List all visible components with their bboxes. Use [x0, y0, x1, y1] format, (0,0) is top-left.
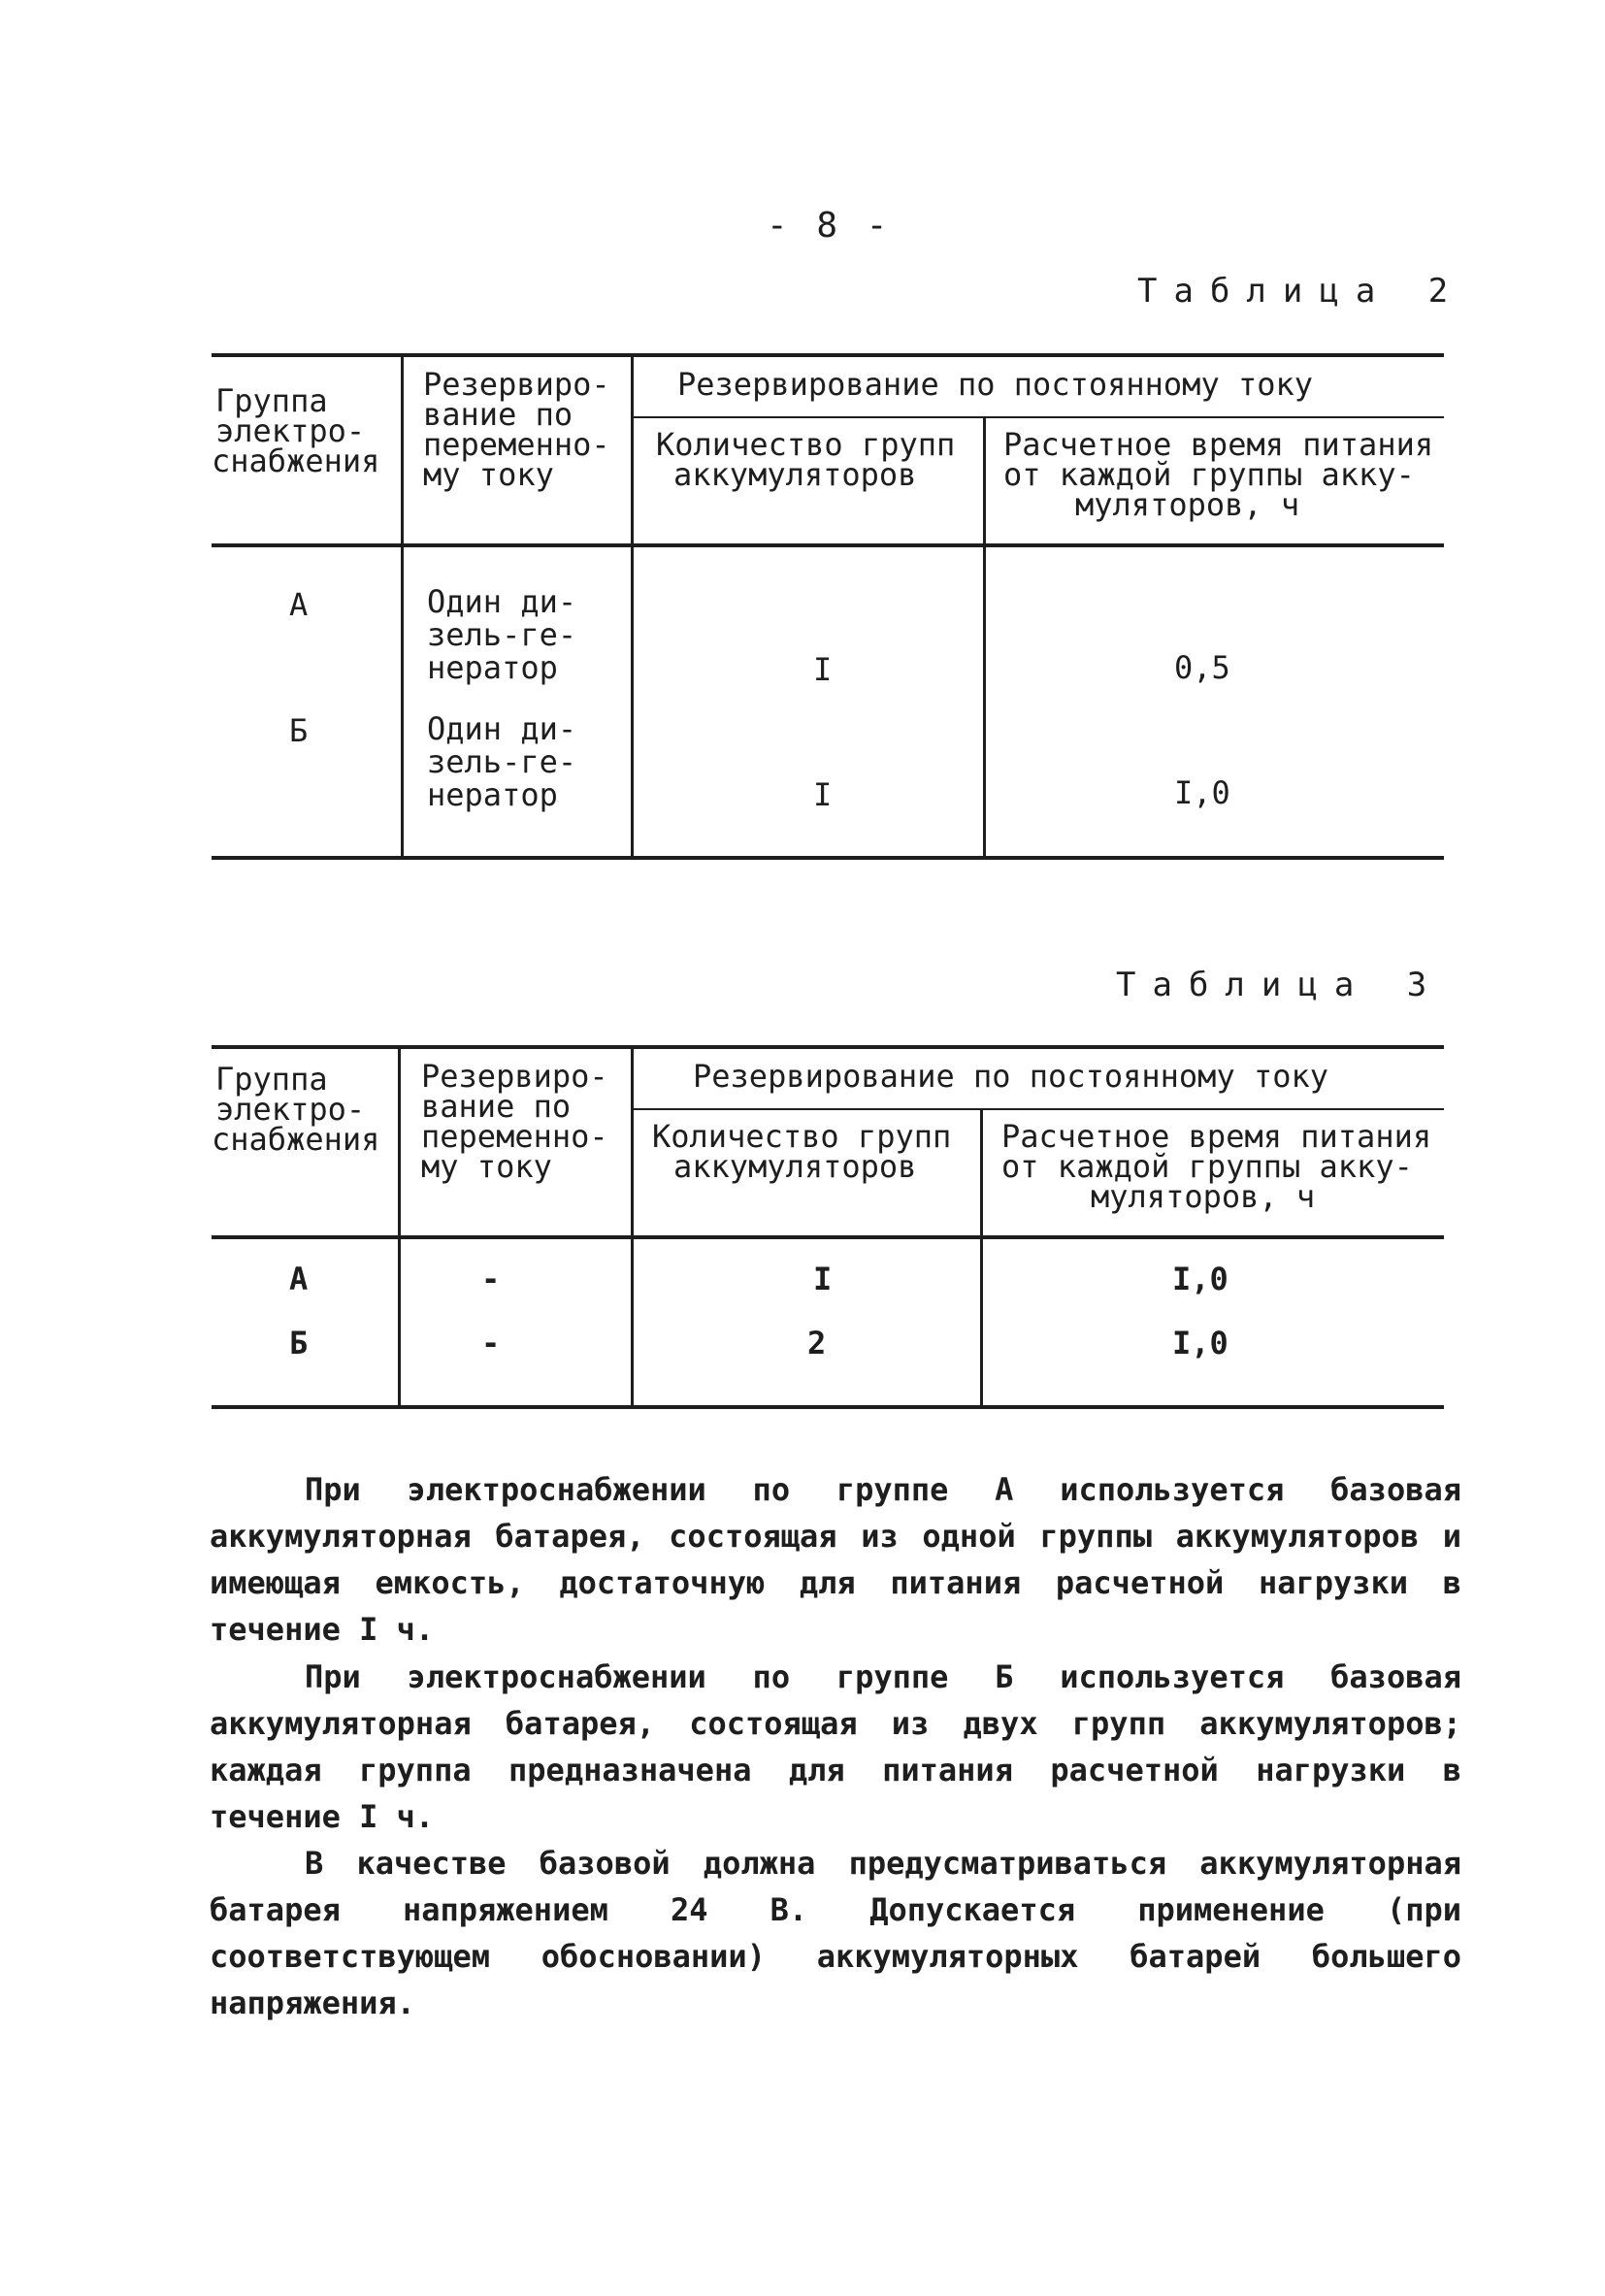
column-divider — [631, 355, 634, 858]
header-dc-reserve: Резервирование по постоянному току — [677, 366, 1314, 403]
table-top-rule — [212, 1045, 1444, 1049]
column-divider — [980, 1109, 983, 1407]
table-bottom-rule — [212, 1405, 1444, 1409]
column-divider — [398, 1047, 401, 1407]
header-bottom-rule — [212, 543, 1444, 547]
table-bottom-rule — [212, 856, 1444, 860]
table-title: Таблица 2 — [1137, 272, 1465, 311]
paragraph: При электроснабжении по группе А используется базовая аккумуляторная батарея, состоящая из одной группы аккумуляторов и имеющая емкость, достаточную для питания расчетной нагрузки в течение I ч. — [210, 1471, 1461, 1648]
paragraph: В качестве базовой должна предусматриваться аккумуляторная батарея напряжением 24 В. Допускается применение (при соответствующем обосновании) аккумуляторных батарей большего напряжения. — [210, 1845, 1461, 2021]
paragraph: При электроснабжении по группе Б используется базовая аккумуляторная батарея, состоящая из двух групп аккумуляторов; каждая группа предназначена для питания расчетной нагрузки в течение I ч. — [210, 1658, 1461, 1835]
table-top-rule — [212, 353, 1444, 357]
page-number: - 8 - — [767, 206, 892, 246]
header-divider — [633, 416, 1444, 418]
column-divider — [631, 1047, 634, 1407]
header-divider — [633, 1108, 1444, 1110]
column-divider — [401, 355, 404, 858]
header-dc-reserve: Резервирование по постоянному току — [693, 1058, 1329, 1095]
header-bottom-rule — [212, 1235, 1444, 1239]
column-divider — [983, 417, 986, 858]
table-title: Таблица 3 — [1116, 966, 1444, 1004]
